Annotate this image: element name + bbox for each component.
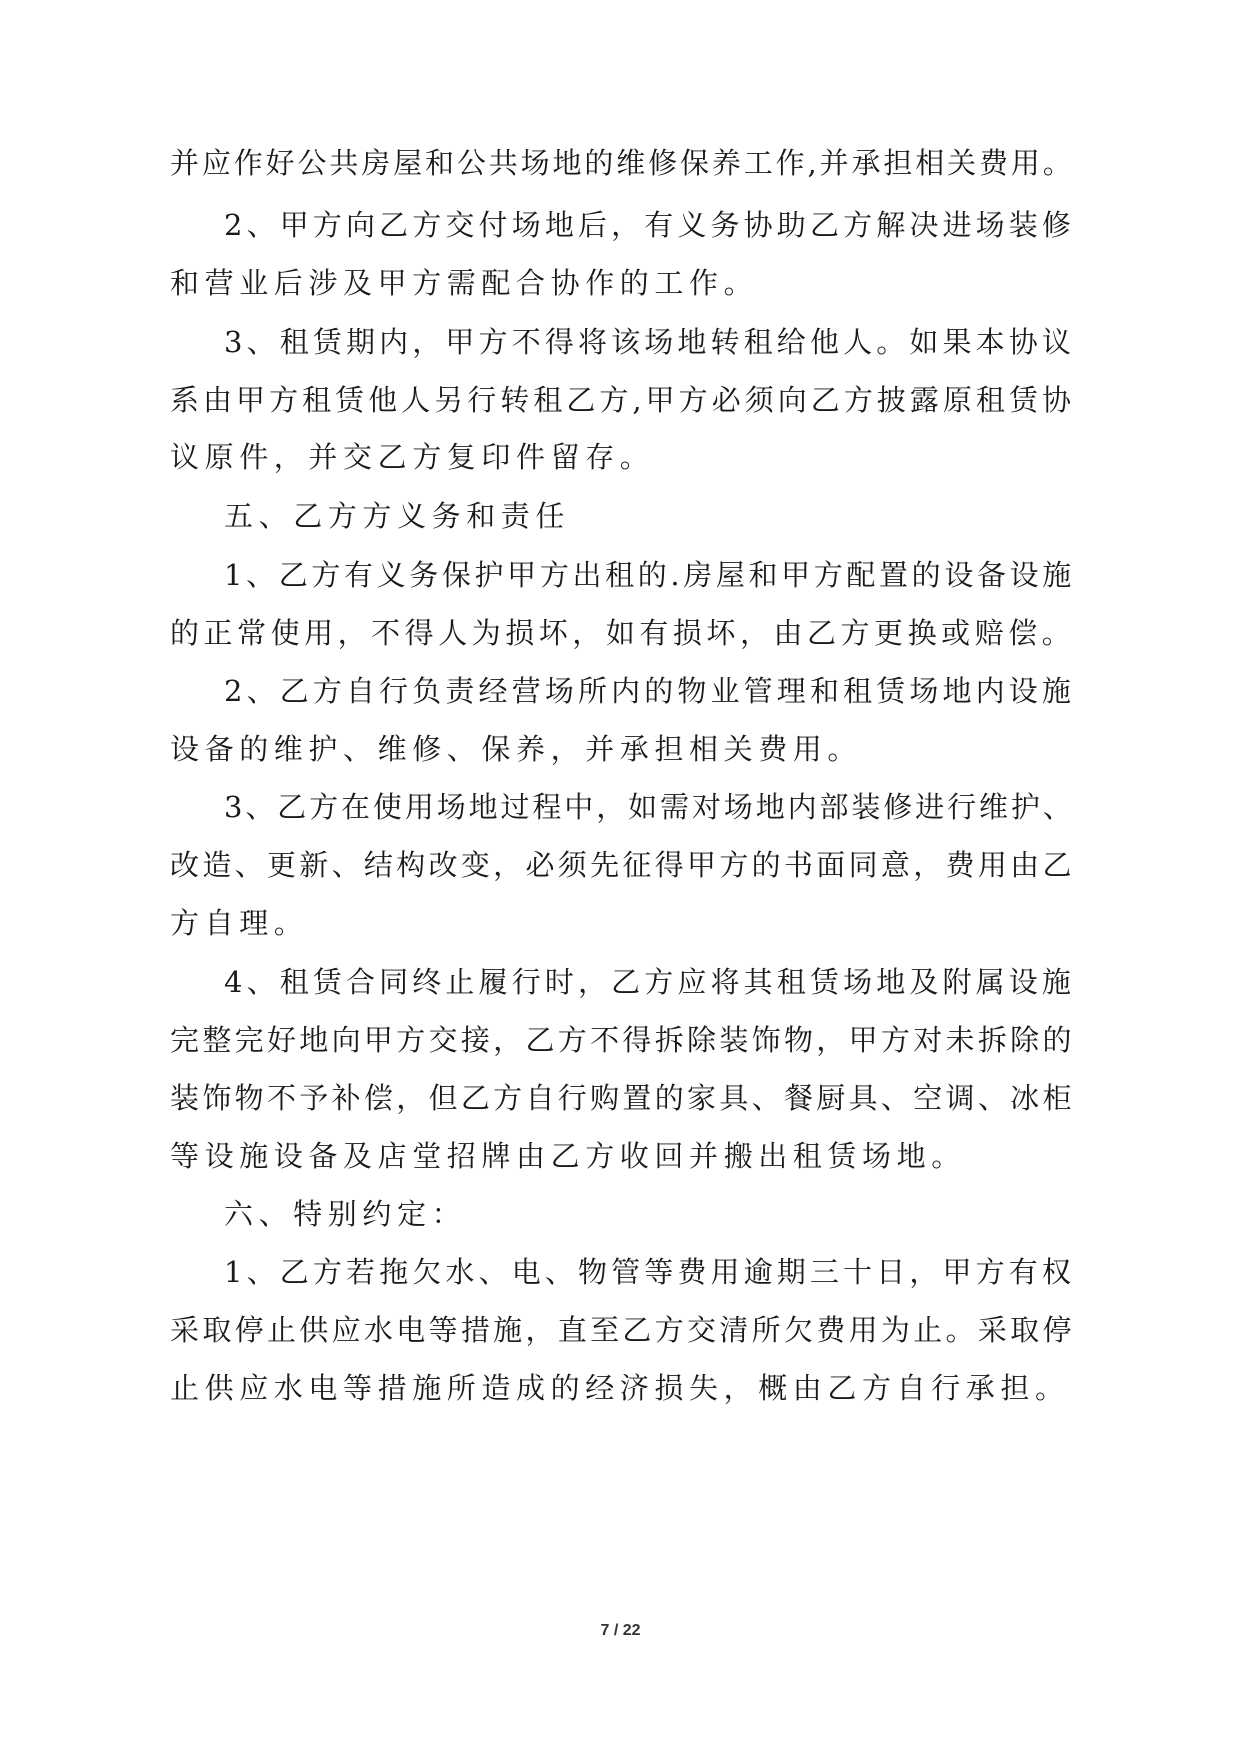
text-line: 议原件，并交乙方复印件留存。 <box>170 440 655 474</box>
text-line: 的正常使用，不得人为损坏，如有损坏，由乙方更换或赔偿。 <box>170 616 1076 650</box>
text-line: 系由甲方租赁他人另行转租乙方,甲方必须向乙方披露原租赁协 <box>170 383 1076 417</box>
text-line: 装饰物不予补偿，但乙方自行购置的家具、餐厨具、空调、冰柜 <box>170 1081 1075 1115</box>
text-line: 方自理。 <box>170 906 309 940</box>
page-number: 7 / 22 <box>600 1622 641 1639</box>
text-line: 1、乙方若拖欠水、电、物管等费用逾期三十日，甲方有权 <box>224 1255 1076 1289</box>
text-line: 3、租赁期内，甲方不得将该场地转租给他人。如果本协议 <box>224 325 1076 359</box>
text-line: 设备的维护、维修、保养，并承担相关费用。 <box>170 732 863 766</box>
text-line: 2、乙方自行负责经营场所内的物业管理和租赁场地内设施 <box>224 674 1076 708</box>
text-line: 采取停止供应水电等措施，直至乙方交清所欠费用为止。采取停 <box>170 1313 1075 1347</box>
text-line: 改造、更新、结构改变，必须先征得甲方的书面同意，费用由乙 <box>170 848 1075 882</box>
text-line: 并应作好公共房屋和公共场地的维修保养工作,并承担相关费用。 <box>170 146 1075 180</box>
text-line: 2、甲方向乙方交付场地后，有义务协助乙方解决进场装修 <box>224 208 1076 242</box>
text-line: 1、乙方有义务保护甲方出租的.房屋和甲方配置的设备设施 <box>224 558 1075 592</box>
text-line: 完整完好地向甲方交接，乙方不得拆除装饰物，甲方对未拆除的 <box>170 1023 1075 1057</box>
text-line: 4、租赁合同终止履行时，乙方应将其租赁场地及附属设施 <box>224 965 1076 999</box>
section-heading: 五、乙方方义务和责任 <box>224 499 571 533</box>
text-line: 等设施设备及店堂招牌由乙方收回并搬出租赁场地。 <box>170 1139 966 1173</box>
section-heading: 六、特别约定： <box>224 1197 467 1231</box>
text-line: 和营业后涉及甲方需配合协作的工作。 <box>170 266 759 300</box>
text-line: 3、乙方在使用场地过程中，如需对场地内部装修进行维护、 <box>224 790 1075 824</box>
text-line: 止供应水电等措施所造成的经济损失，概由乙方自行承担。 <box>170 1371 1070 1405</box>
